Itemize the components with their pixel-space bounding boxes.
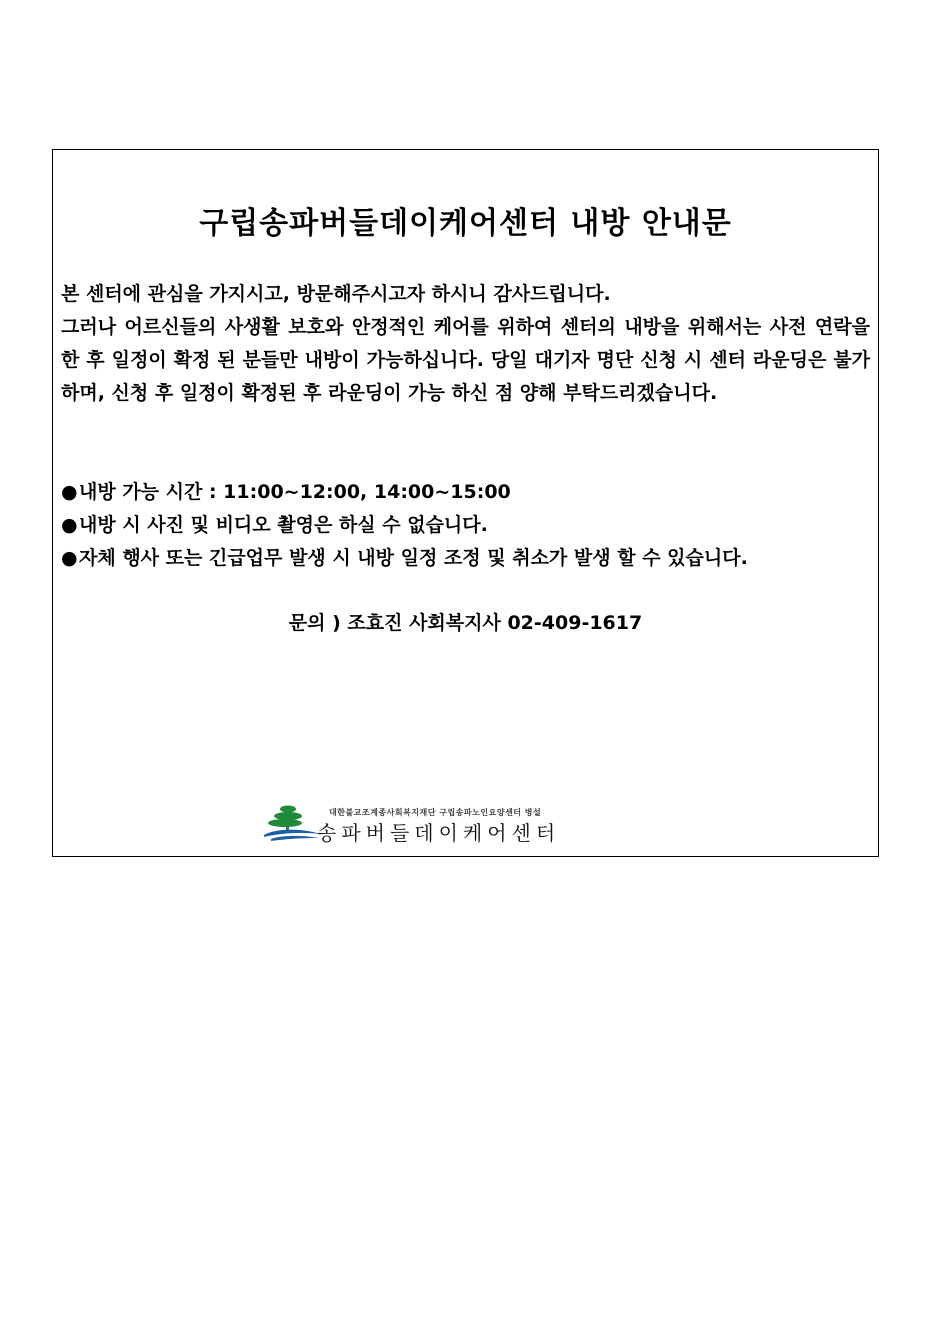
notice-item-no-photo [61,509,874,542]
notice-item-visit-hours [61,476,874,509]
notice-title: 구립송파버들데이케어센터 내방 안내문 [199,206,732,241]
notice-item-text: 자체 행사 또는 긴급업무 발생 시 내방 일정 조정 및 취소가 발생 할 수 있습니다. [79,547,748,569]
logo-name: 송파버들데이케어센터 [317,821,561,845]
notice-item-schedule-change [61,542,874,575]
bullet-icon: ● [61,547,78,569]
bullet-icon: ● [61,514,78,536]
notice-frame [52,149,879,857]
center-logo [261,804,651,844]
notice-intro: 본 센터에 관심을 가지시고, 방문해주시고자 하시니 감사드립니다. 그러나 어르신들의 사생활 보호와 안정적인 케어를 위하여 센터의 내방을 위해서는 사전 연락을 한 후 일정이 확정 된 분들만 내방이 가능하십니다. 당일 대기자 명단 신청 시 센터 라운딩은 불가 하며, 신청 후 일정이 확정된 후 라운딩이 가능 하신 점 양해 부탁드리겠습니다. [61,283,870,404]
notice-item-text: 내방 가능 시간 : 11:00~12:00, 14:00~15:00 [79,481,511,503]
notice-item-text: 내방 시 사진 및 비디오 촬영은 하실 수 없습니다. [79,514,488,536]
contact-info: 문의 ) 조효진 사회복지사 02-409-1617 [288,612,643,634]
bullet-icon: ● [61,481,78,503]
logo-subtitle: 대한불교조계종사회복지재단 구립송파노인요양센터 병설 [329,808,542,817]
notice-list [61,476,874,575]
